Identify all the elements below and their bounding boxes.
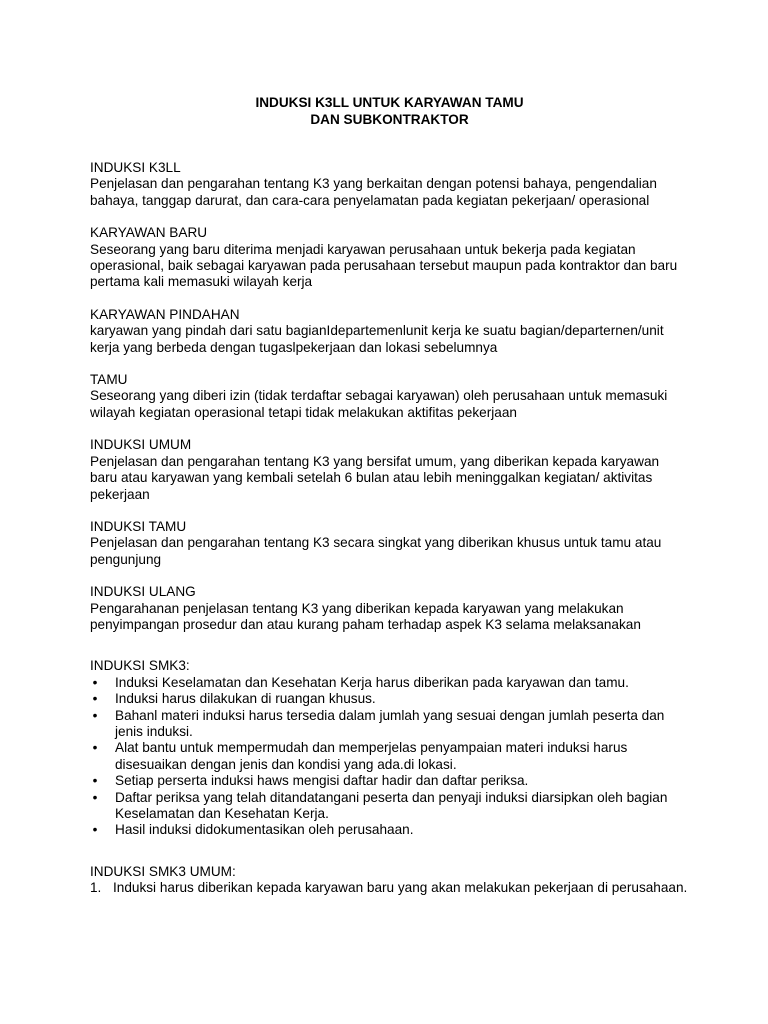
definition-body: Penjelasan dan pengarahan tentang K3 yang bersifat umum, yang diberikan kepada karyawan baru atau karyawan yang kembali setelah 6 bulan atau lebih meninggalkan kegiatan/ aktivitas pekerjaan	[90, 453, 660, 502]
definition-body: Penjelasan dan pengarahan tentang K3 yang berkaitan dengan potensi bahaya, pengendalian bahaya, tanggap darurat, dan cara-cara penyelamatan pada kegiatan pekerjaan/ operasional	[90, 176, 657, 208]
smk3-umum-list-item	[90, 880, 690, 896]
definition-body: Seseorang yang diberi izin (tidak terdaftar sebagai karyawan) oleh perusahaan untuk memasuki wilayah kegiatan operasional tetapi tidak melakukan aktifitas pekerjaan	[90, 388, 668, 420]
definition-body: Pengarahanan penjelasan tentang K3 yang diberikan kepada karyawan yang melakukan penyimpangan prosedur dan atau kurang paham terhadap aspek K3 selama melaksanakan	[90, 600, 641, 632]
bullet-text: Induksi harus dilakukan di ruangan khusus.	[115, 691, 376, 707]
smk3-bullet-item	[90, 708, 690, 741]
section-induksi-smk3-umum	[90, 864, 690, 897]
section-spacer	[90, 568, 690, 584]
bullet-text: Daftar periksa yang telah ditandatangani peserta dan penyaji induksi diarsipkan oleh bagian Keselamatan dan Kesehatan Kerja.	[115, 789, 668, 821]
bullet-icon: •	[92, 674, 98, 690]
definition-karyawan-pindahan	[90, 307, 690, 356]
section-spacer	[90, 839, 690, 864]
bullet-text: Bahanl materi induksi harus tersedia dalam jumlah yang sesuai dengan jumlah peserta dan jenis induksi.	[115, 707, 665, 739]
title-spacer	[90, 128, 690, 160]
section-induksi-smk3	[90, 658, 690, 838]
list-item-text: Induksi harus diberikan kepada karyawan baru yang akan melakukan pekerjaan di perusahaan.	[113, 880, 688, 896]
bullet-icon: •	[92, 789, 98, 805]
definition-karyawan-baru	[90, 225, 690, 291]
section-spacer	[90, 291, 690, 307]
bullet-icon: •	[92, 822, 98, 838]
section-spacer	[90, 356, 690, 372]
smk3-heading: INDUKSI SMK3:	[90, 658, 190, 674]
definition-heading: INDUKSI UMUM	[90, 437, 192, 453]
document-title-line-2: DAN SUBKONTRAKTOR	[310, 112, 469, 127]
smk3-bullet-item	[90, 822, 690, 838]
definition-heading: KARYAWAN PINDAHAN	[90, 306, 240, 322]
smk3-bullet-list	[90, 675, 690, 839]
section-spacer	[90, 633, 690, 658]
bullet-icon: •	[92, 773, 98, 789]
smk3-bullet-item	[90, 773, 690, 789]
section-spacer	[90, 421, 690, 437]
bullet-text: Setiap perserta induksi haws mengisi daftar hadir dan daftar periksa.	[115, 773, 529, 789]
definition-induksi-tamu	[90, 519, 690, 568]
section-spacer	[90, 503, 690, 519]
definitions-list	[90, 160, 690, 633]
document-page	[90, 94, 690, 897]
definition-body: karyawan yang pindah dari satu bagianIdepartemenlunit kerja ke suatu bagian/departernen/unit kerja yang berbeda dengan tugaslpekerjaan dan lokasi sebelumnya	[90, 323, 664, 355]
definition-tamu	[90, 372, 690, 421]
definition-body: Seseorang yang baru diterima menjadi karyawan perusahaan untuk bekerja pada kegiatan operasional, baik sebagai karyawan pada perusahaan tersebut maupun pada kontraktor dan baru pertama kali memasuki wilayah kerja	[90, 241, 678, 290]
document-title-line-1: INDUKSI K3LL UNTUK KARYAWAN TAMU	[255, 95, 524, 110]
smk3-bullet-item	[90, 790, 690, 823]
smk3-bullet-item	[90, 740, 690, 773]
definition-heading: KARYAWAN BARU	[90, 225, 208, 241]
definition-heading: INDUKSI TAMU	[90, 518, 187, 534]
smk3-bullet-item	[90, 691, 690, 707]
bullet-text: Alat bantu untuk mempermudah dan memperjelas penyampaian materi induksi harus disesuaikan dengan jenis dan kondisi yang ada.di lokasi.	[115, 740, 628, 772]
definition-heading: TAMU	[90, 372, 128, 388]
bullet-icon: •	[92, 691, 98, 707]
section-spacer	[90, 209, 690, 225]
definition-heading: INDUKSI ULANG	[90, 584, 196, 600]
smk3-bullet-item	[90, 675, 690, 691]
bullet-text: Hasil induksi didokumentasikan oleh perusahaan.	[115, 822, 414, 838]
smk3-umum-numbered-list	[90, 880, 690, 896]
list-number: 1.	[90, 880, 102, 896]
definition-heading: INDUKSI K3LL	[90, 160, 181, 175]
definition-induksi-umum	[90, 437, 690, 503]
bullet-text: Induksi Keselamatan dan Kesehatan Kerja harus diberikan pada karyawan dan tamu.	[115, 674, 629, 690]
bullet-icon: •	[92, 740, 98, 756]
definition-body: Penjelasan dan pengarahan tentang K3 secara singkat yang diberikan khusus untuk tamu atau pengunjung	[90, 535, 662, 567]
smk3-umum-heading: INDUKSI SMK3 UMUM:	[90, 863, 236, 879]
bullet-icon: •	[92, 707, 98, 723]
definition-induksi-ulang	[90, 584, 690, 633]
definition-induksi-k3ll	[90, 160, 690, 209]
